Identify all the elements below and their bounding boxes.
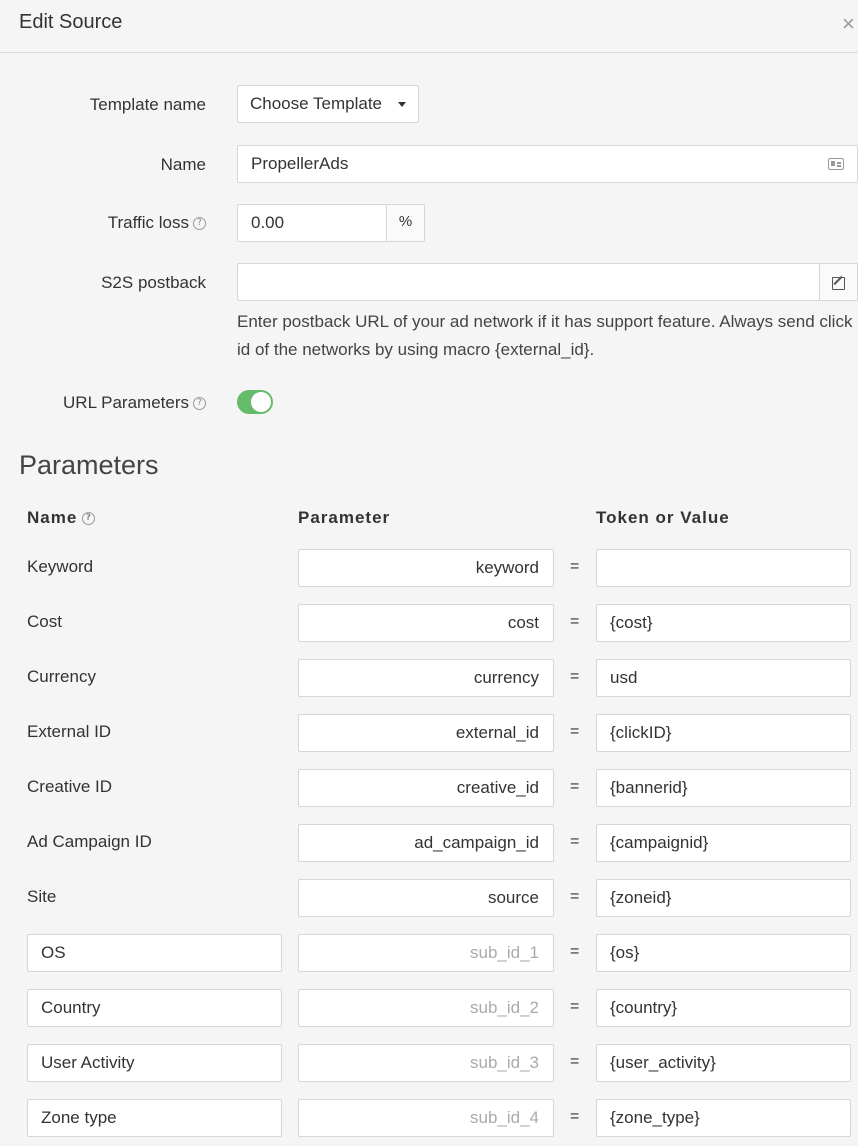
equals-sign: = xyxy=(570,833,580,850)
equals-sign: = xyxy=(570,1053,580,1070)
equals-sign: = xyxy=(570,723,580,740)
edit-icon xyxy=(832,277,845,290)
caret-down-icon xyxy=(398,102,406,107)
choose-template-label: Choose Template xyxy=(250,94,382,113)
param-input[interactable]: sub_id_4 xyxy=(298,1099,554,1137)
url-parameters-toggle[interactable] xyxy=(237,390,273,414)
template-name-label: Template name xyxy=(89,95,206,114)
param-input[interactable]: cost xyxy=(298,604,554,642)
token-input[interactable] xyxy=(596,549,851,587)
name-column-header: Name ? xyxy=(27,508,95,528)
choose-template-dropdown[interactable] xyxy=(237,85,419,123)
param-input[interactable]: ad_campaign_id xyxy=(298,824,554,862)
custom-name-input[interactable]: Zone type xyxy=(27,1099,282,1137)
percent-sign: % xyxy=(398,213,413,230)
url-parameters-label: URL Parameters ? xyxy=(63,393,206,413)
param-input[interactable]: currency xyxy=(298,659,554,697)
param-name-label: Cost xyxy=(27,612,62,631)
token-column-header: Token or Value xyxy=(596,508,730,527)
equals-sign: = xyxy=(570,943,580,960)
s2s-postback-input[interactable] xyxy=(237,263,820,301)
equals-sign: = xyxy=(570,998,580,1015)
equals-sign: = xyxy=(570,558,580,575)
percent-addon xyxy=(386,204,425,242)
param-name-label: Keyword xyxy=(27,557,94,576)
toggle-knob xyxy=(251,392,271,412)
traffic-loss-input[interactable] xyxy=(237,204,387,242)
token-input[interactable]: {clickID} xyxy=(596,714,851,752)
param-input[interactable]: keyword xyxy=(298,549,554,587)
param-input[interactable]: sub_id_1 xyxy=(298,934,554,972)
custom-name-input[interactable]: User Activity xyxy=(27,1044,282,1082)
dialog-header xyxy=(0,0,858,53)
contact-card-icon xyxy=(828,158,844,170)
name-value: PropellerAds xyxy=(251,154,349,173)
token-input[interactable]: {cost} xyxy=(596,604,851,642)
parameters-title: Parameters xyxy=(19,450,159,480)
token-input[interactable]: usd xyxy=(596,659,851,697)
traffic-loss-label: Traffic loss ? xyxy=(108,213,206,233)
token-input[interactable]: {zone_type} xyxy=(596,1099,851,1137)
help-icon[interactable]: ? xyxy=(82,512,95,525)
s2s-postback-hint: Enter postback URL of your ad network if it has support feature. Always send click id of the networks by using macro {external_id}. xyxy=(237,312,853,359)
param-name-label: Creative ID xyxy=(27,777,113,796)
custom-name-input[interactable]: OS xyxy=(27,934,282,972)
help-icon[interactable]: ? xyxy=(193,397,206,410)
param-name-label: Currency xyxy=(27,667,96,686)
equals-sign: = xyxy=(570,1108,580,1125)
equals-sign: = xyxy=(570,613,580,630)
token-input[interactable]: {campaignid} xyxy=(596,824,851,862)
token-input[interactable]: {user_activity} xyxy=(596,1044,851,1082)
equals-sign: = xyxy=(570,888,580,905)
token-input[interactable]: {country} xyxy=(596,989,851,1027)
param-input[interactable]: source xyxy=(298,879,554,917)
param-input[interactable]: creative_id xyxy=(298,769,554,807)
dialog-title: Edit Source xyxy=(19,11,123,33)
name-label: Name xyxy=(160,155,206,174)
param-name-label: External ID xyxy=(27,722,112,741)
token-input[interactable]: {os} xyxy=(596,934,851,972)
equals-sign: = xyxy=(570,778,580,795)
param-input[interactable]: sub_id_3 xyxy=(298,1044,554,1082)
s2s-edit-button[interactable] xyxy=(819,263,858,301)
token-input[interactable]: {bannerid} xyxy=(596,769,851,807)
s2s-postback-label: S2S postback xyxy=(101,273,206,292)
name-input[interactable] xyxy=(237,145,858,183)
custom-name-input[interactable]: Country xyxy=(27,989,282,1027)
traffic-loss-value: 0.00 xyxy=(251,213,285,232)
param-name-label: Ad Campaign ID xyxy=(27,832,152,851)
close-icon[interactable]: × xyxy=(842,11,855,36)
parameter-column-header: Parameter xyxy=(298,508,391,527)
help-icon[interactable]: ? xyxy=(193,217,206,230)
param-input[interactable]: sub_id_2 xyxy=(298,989,554,1027)
param-name-label: Site xyxy=(27,887,57,906)
param-input[interactable]: external_id xyxy=(298,714,554,752)
token-input[interactable]: {zoneid} xyxy=(596,879,851,917)
equals-sign: = xyxy=(570,668,580,685)
